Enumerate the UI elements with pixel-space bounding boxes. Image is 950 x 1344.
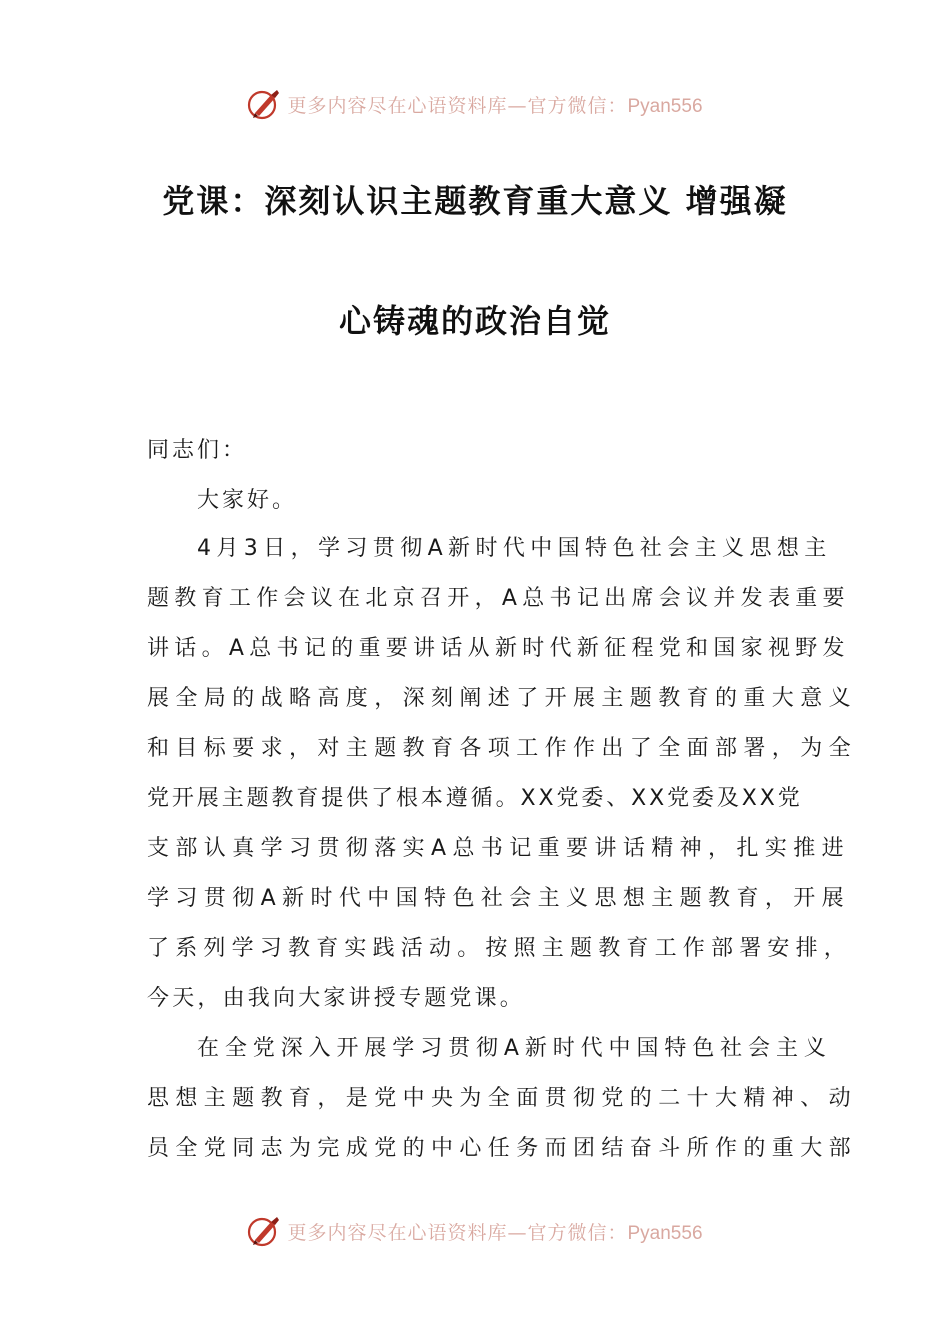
footer-watermark bbox=[0, 1211, 950, 1251]
header-watermark bbox=[0, 84, 950, 124]
paragraph-line: 了系列学习教育实践活动。按照主题教育工作部署安排， bbox=[147, 936, 853, 961]
document-title-line2: 心铸魂的政治自觉 bbox=[338, 302, 611, 340]
paragraph-line: 员全党同志为完成党的中心任务而团结奋斗所作的重大部 bbox=[147, 1136, 858, 1161]
paragraph-line: 党开展主题教育提供了根本遵循。XX党委、XX党委及XX党 bbox=[147, 786, 803, 811]
header-watermark-text: 更多内容尽在心语资料库—官方微信：Pyan556 bbox=[287, 94, 703, 117]
footer-watermark-text: 更多内容尽在心语资料库—官方微信：Pyan556 bbox=[287, 1221, 703, 1244]
paragraph-line: 支部认真学习贯彻落实A总书记重要讲话精神，扎实推进 bbox=[147, 836, 851, 861]
paragraph-line: 今天，由我向大家讲授专题党课。 bbox=[147, 986, 526, 1011]
pen-logo-icon bbox=[247, 1214, 281, 1248]
document-title-line1: 党课：深刻认识主题教育重大意义 增强凝 bbox=[162, 182, 788, 220]
paragraph-line: 学习贯彻A新时代中国特色社会主义思想主题教育，开展 bbox=[147, 886, 851, 911]
paragraph-line: 在全党深入开展学习贯彻A新时代中国特色社会主义 bbox=[197, 1036, 832, 1061]
paragraph-line: 和目标要求，对主题教育各项工作作出了全面部署，为全 bbox=[147, 736, 858, 761]
paragraph-line: 讲话。A总书记的重要讲话从新时代新征程党和国家视野发 bbox=[147, 636, 850, 661]
paragraph-line: 展全局的战略高度，深刻阐述了开展主题教育的重大意义 bbox=[147, 686, 858, 711]
salutation: 同志们： bbox=[147, 438, 248, 463]
paragraph-line: 思想主题教育，是党中央为全面贯彻党的二十大精神、动 bbox=[147, 1086, 858, 1111]
greeting: 大家好。 bbox=[197, 488, 298, 513]
pen-logo-icon bbox=[247, 87, 281, 121]
paragraph-line: 4月3日，学习贯彻A新时代中国特色社会主义思想主 bbox=[197, 536, 832, 561]
paragraph-line: 题教育工作会议在北京召开，A总书记出席会议并发表重要 bbox=[147, 586, 850, 611]
